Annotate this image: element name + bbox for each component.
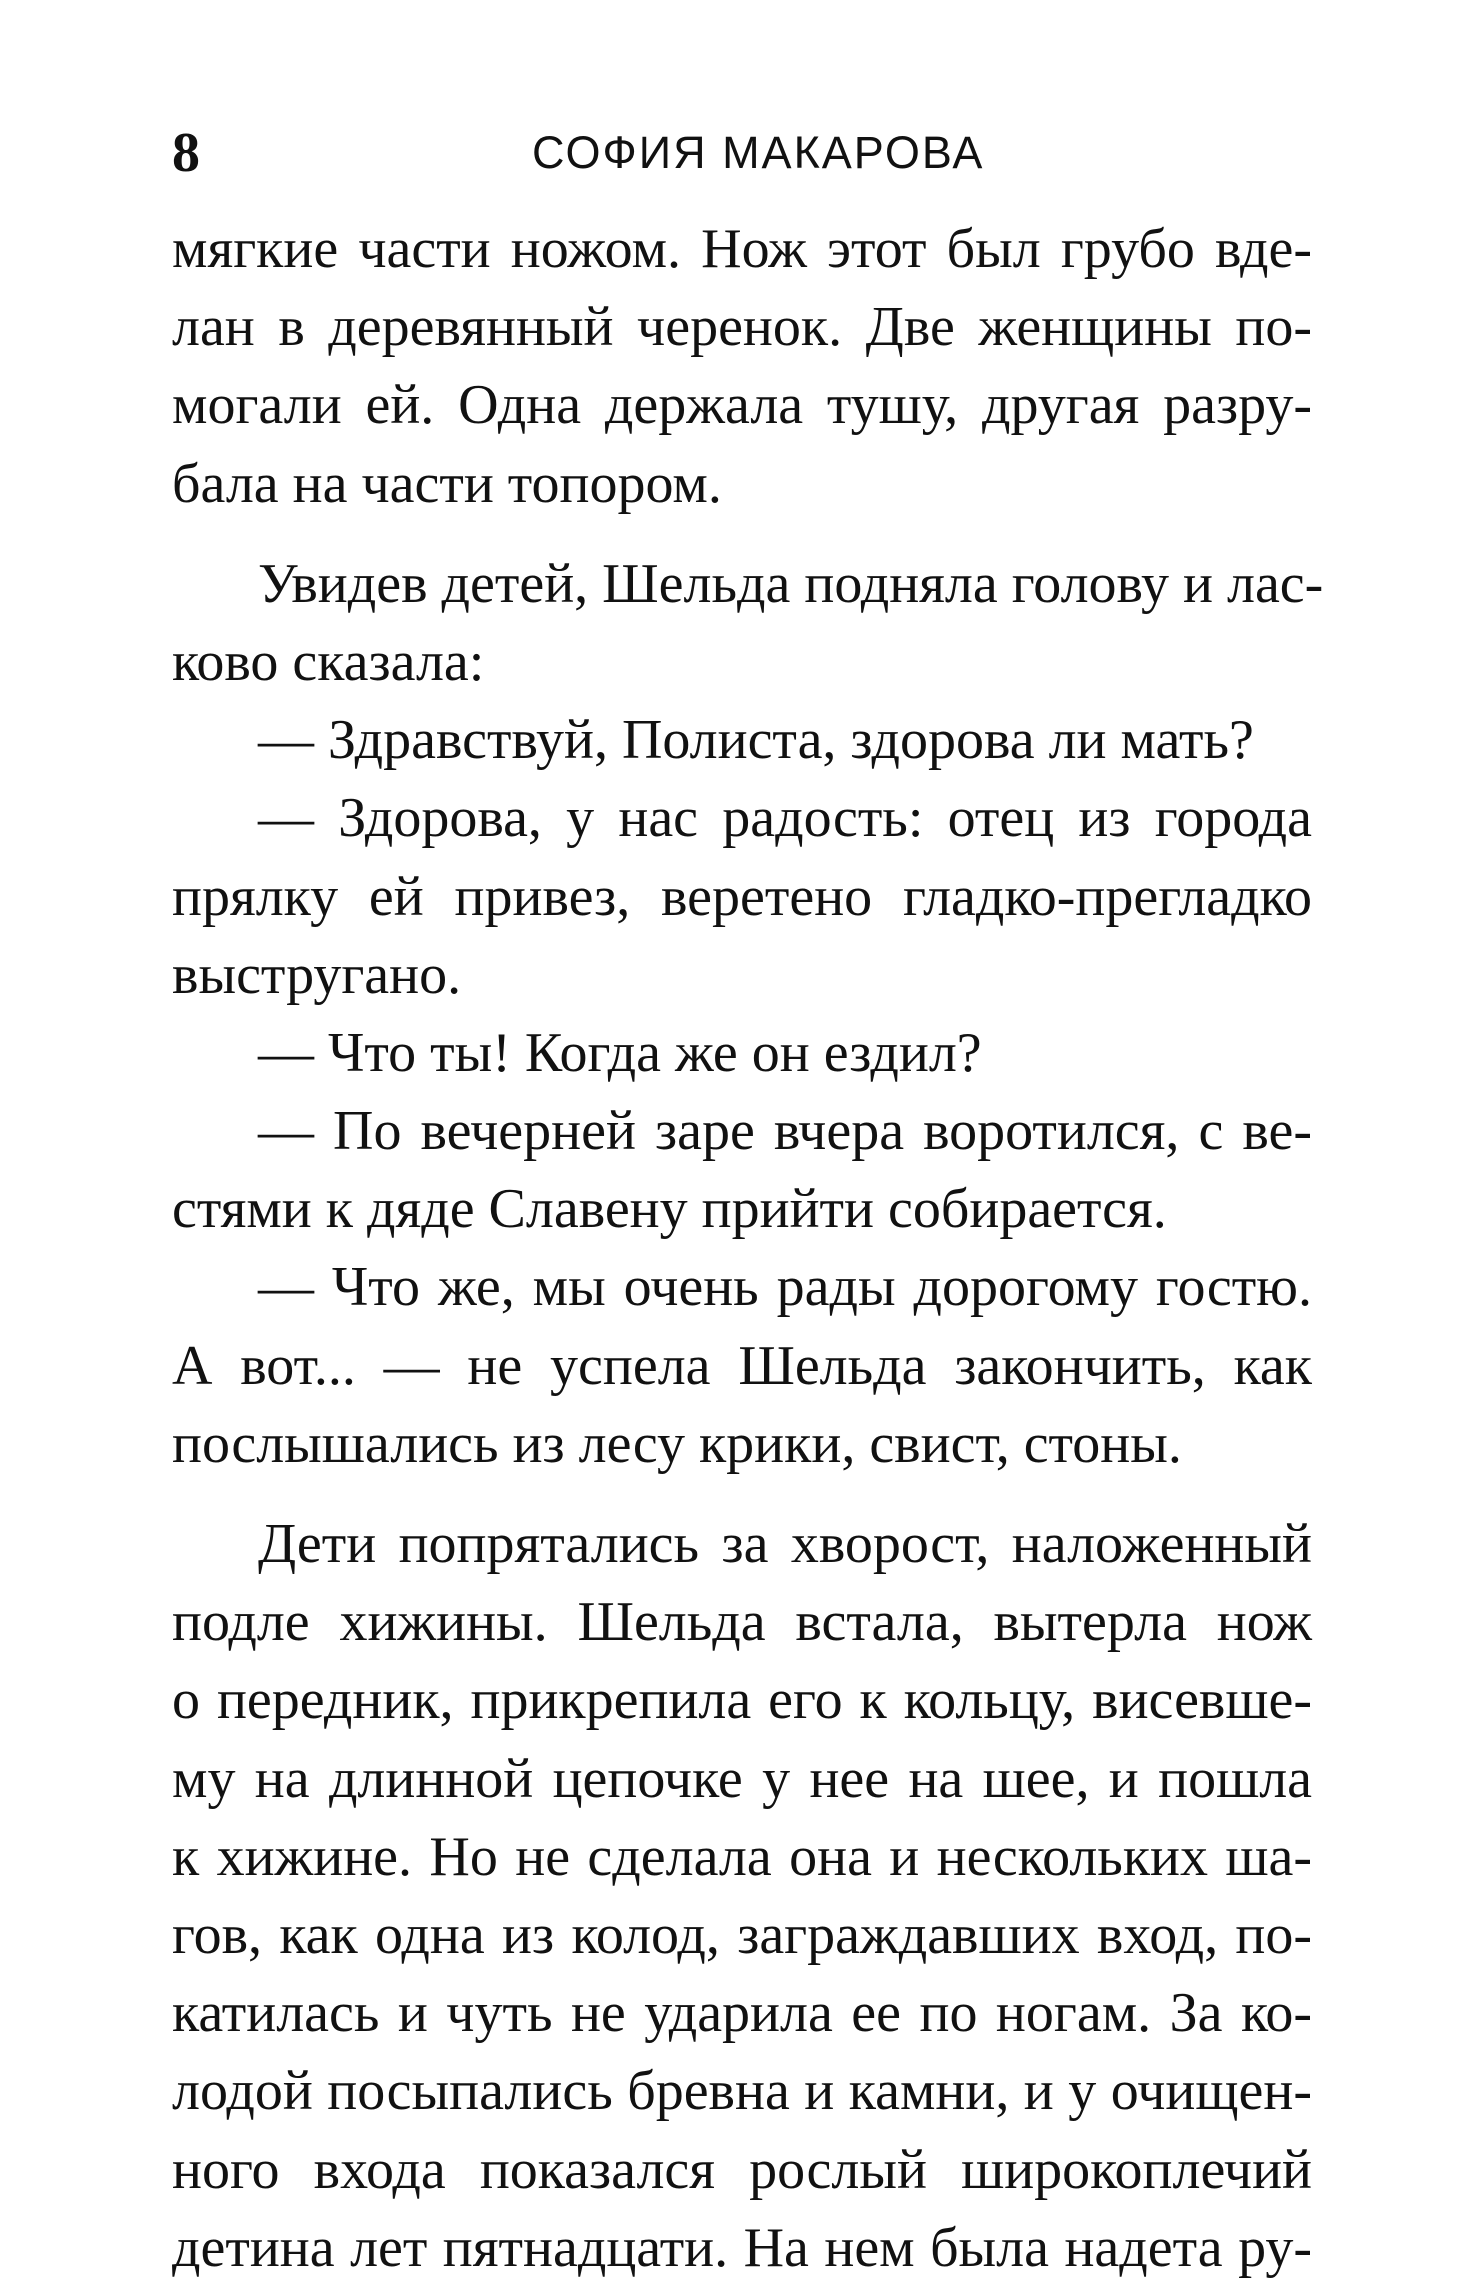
text-line: бала на части топором. xyxy=(172,452,722,515)
paragraph xyxy=(172,1248,1312,1483)
text-line: — По вечерней заре вчера воротился, с ве- xyxy=(258,1100,1312,1163)
text-line: к хижине. Но не сделала она и нескольких ша- xyxy=(172,1825,1312,1888)
paragraph xyxy=(172,545,1324,701)
text-line: лодой посыпались бревна и камни, и у очищен- xyxy=(172,2060,1312,2123)
running-head xyxy=(172,118,1312,188)
page-number: 8 xyxy=(172,122,200,184)
text-line: ного входа показался рослый широкоплечий xyxy=(172,2138,1312,2201)
text-line: А вот... — не успела Шельда закончить, как xyxy=(172,1334,1312,1397)
paragraph xyxy=(172,1505,1312,2287)
paragraph xyxy=(172,701,1312,779)
text-line: о передник, прикрепила его к кольцу, висевше- xyxy=(172,1669,1312,1732)
body-text xyxy=(172,210,1324,2287)
paragraph xyxy=(172,1092,1312,1248)
text-line: подле хижины. Шельда встала, вытерла нож xyxy=(172,1591,1312,1654)
text-line: ково сказала: xyxy=(172,630,485,693)
text-line: могали ей. Одна держала тушу, другая разру- xyxy=(172,374,1312,437)
text-line: — Что ты! Когда же он ездил? xyxy=(258,1021,982,1084)
text-line: — Что же, мы очень рады дорогому гостю. xyxy=(258,1256,1312,1319)
text-line: послышались из лесу крики, свист, стоны. xyxy=(172,1412,1182,1475)
paragraph xyxy=(172,779,1312,1014)
text-line: прялку ей привез, веретено гладко-прегладко xyxy=(172,865,1312,928)
text-line: детина лет пятнадцати. На нем была надета ру- xyxy=(172,2216,1312,2279)
author-name: СОФИЯ МАКАРОВА xyxy=(532,127,985,178)
text-line: — Здравствуй, Полиста, здорова ли мать? xyxy=(258,709,1254,772)
text-line: стями к дяде Славену прийти собирается. xyxy=(172,1178,1167,1241)
text-line: гов, как одна из колод, заграждавших вход, по- xyxy=(172,1903,1312,1966)
paragraph xyxy=(172,1014,1312,1092)
text-line: му на длинной цепочке у нее на шее, и пошла xyxy=(172,1747,1312,1810)
text-line: катилась и чуть не ударила ее по ногам. За ко- xyxy=(172,1982,1312,2045)
text-line: — Здорова, у нас радость: отец из города xyxy=(258,787,1312,850)
text-line: мягкие части ножом. Нож этот был грубо вде- xyxy=(172,218,1312,280)
paragraph xyxy=(172,210,1312,523)
text-line: Дети попрятались за хворост, наложенный xyxy=(258,1513,1312,1575)
text-line: Увидев детей, Шельда подняла голову и лас- xyxy=(258,552,1324,615)
text-line: выстругано. xyxy=(172,943,462,1006)
text-line: лан в деревянный черенок. Две женщины по- xyxy=(172,296,1312,359)
